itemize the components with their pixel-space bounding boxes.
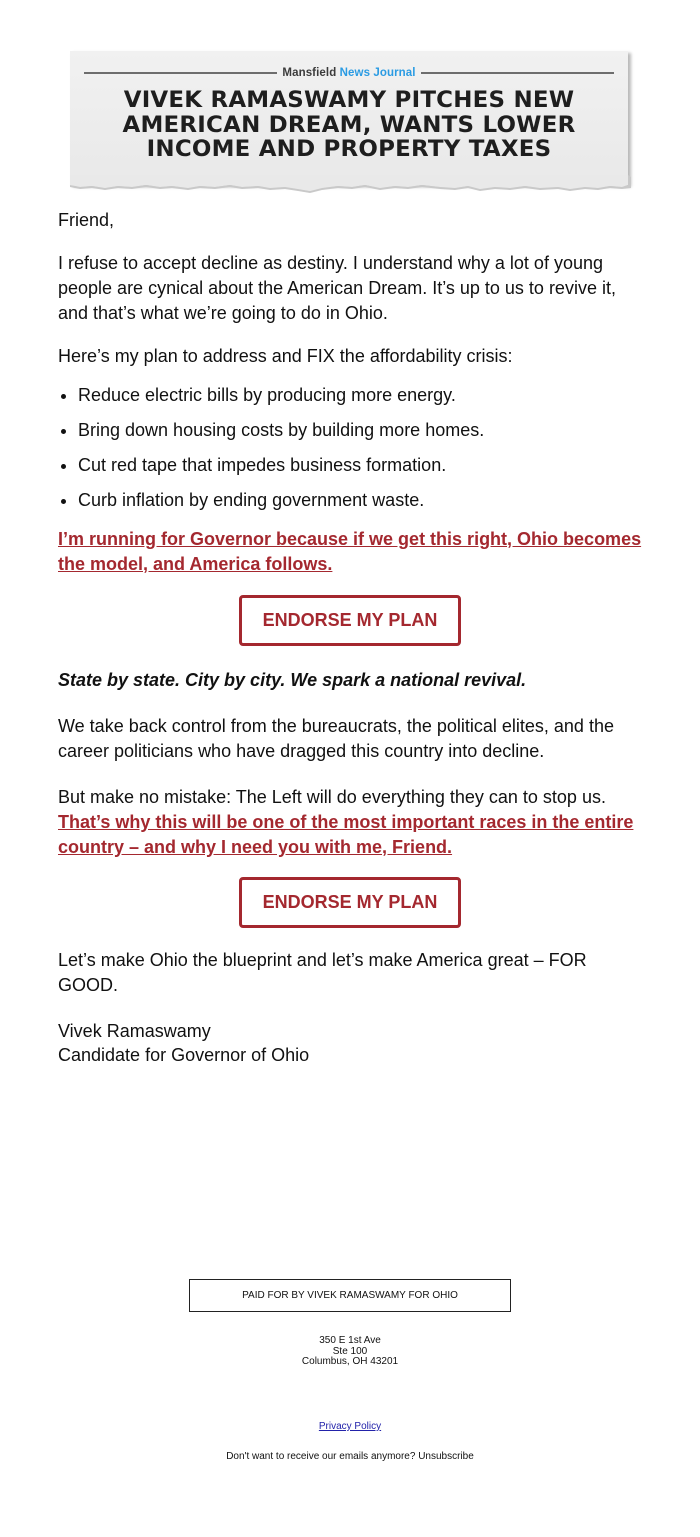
headline-line: AMERICAN DREAM, WANTS LOWER — [122, 111, 576, 138]
news-clipping-image — [70, 51, 628, 185]
paid-for-disclaimer: PAID FOR BY VIVEK RAMASWAMY FOR OHIO — [189, 1279, 511, 1312]
plan-item: • Cut red tape that impedes business formation. — [78, 453, 642, 478]
masthead-news-journal: News Journal — [339, 67, 416, 79]
plan-item: • Bring down housing costs by building more homes. — [78, 418, 642, 443]
address-line: Ste 100 — [332, 1345, 368, 1357]
plan-intro: Here’s my plan to address and FIX the affordability crisis: — [58, 346, 513, 366]
masthead-rule-right — [421, 72, 614, 74]
masthead-rule-left — [84, 72, 277, 74]
masthead-mansfield: Mansfield — [282, 67, 337, 79]
left-paragraph — [58, 785, 642, 860]
endorse-my-plan-button-2[interactable]: ENDORSE MY PLAN — [239, 877, 461, 928]
control-paragraph: We take back control from the bureaucrats, the political elites, and the career politicians who have dragged this country into decline. — [58, 716, 614, 761]
privacy-policy-link[interactable]: Privacy Policy — [318, 1421, 382, 1432]
masthead-logo — [277, 67, 420, 79]
masthead-row — [84, 65, 614, 81]
plan-item: • Curb inflation by ending government waste. — [78, 488, 642, 513]
plan-list — [58, 383, 642, 513]
signature — [58, 1019, 642, 1067]
left-paragraph-text: But make no mistake: The Left will do everything they can to stop us. — [58, 787, 606, 807]
tagline: State by state. City by city. We spark a national revival. — [58, 670, 527, 690]
torn-paper-edge — [70, 175, 631, 195]
closing-paragraph: Let’s make Ohio the blueprint and let’s make America great – FOR GOOD. — [58, 950, 587, 995]
clipping-headline — [64, 88, 633, 162]
greeting: Friend, — [58, 210, 115, 230]
signature-title: Candidate for Governor of Ohio — [58, 1045, 310, 1065]
address-line: Columbus, OH 43201 — [301, 1356, 399, 1367]
privacy-row — [0, 1421, 700, 1433]
headline-line: INCOME AND PROPERTY TAXES — [146, 136, 552, 162]
unsubscribe-text[interactable]: Don't want to receive our emails anymore? Unsubscribe — [226, 1451, 474, 1462]
plan-item: • Reduce electric bills by producing more energy. — [78, 383, 642, 408]
address-line: 350 E 1st Ave — [319, 1335, 381, 1346]
signature-name: Vivek Ramaswamy — [58, 1021, 211, 1041]
governor-link[interactable]: I’m running for Governor because if we get this right, Ohio becomes the model, and America follows. — [58, 529, 642, 574]
email-body — [58, 208, 642, 1085]
intro-paragraph: I refuse to accept decline as destiny. I understand why a lot of young people are cynical about the American Dream. It’s up to us to revive it, and that’s what we’re going to do in Ohio. — [58, 253, 616, 323]
endorse-my-plan-button[interactable]: ENDORSE MY PLAN — [239, 595, 461, 646]
headline-line: VIVEK RAMASWAMY PITCHES NEW — [123, 87, 575, 113]
important-race-link[interactable]: That’s why this will be one of the most important races in the entire country – and why I need you with me, Friend. — [58, 812, 634, 857]
mailing-address — [0, 1336, 700, 1368]
